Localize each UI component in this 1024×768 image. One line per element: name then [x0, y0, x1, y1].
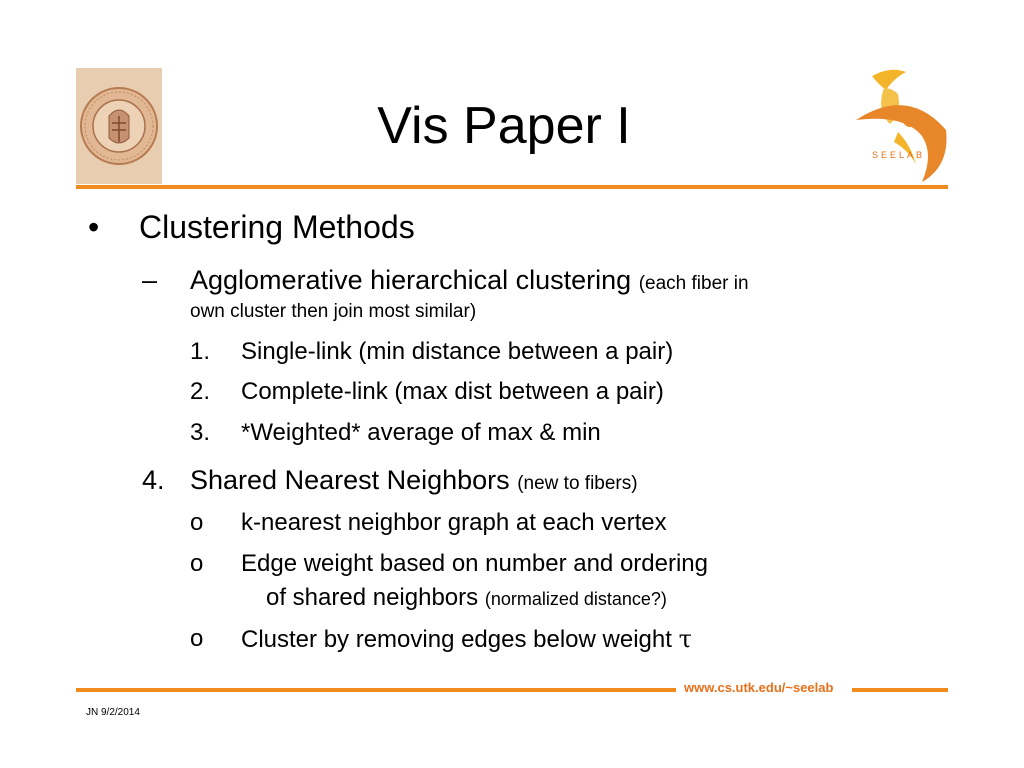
item4-line — [190, 463, 638, 501]
slide-title: Vis Paper I — [377, 97, 631, 155]
footer-date: JN 9/2/2014 — [86, 707, 140, 718]
sub-marker: o — [190, 625, 204, 652]
sub-item-note: (normalized distance?) — [484, 589, 667, 609]
item4-marker: 4. — [142, 465, 165, 495]
bullet-marker: • — [88, 209, 100, 245]
footer-rule-right — [852, 688, 948, 692]
item4-text: Shared Nearest Neighbors — [190, 465, 510, 495]
logo-text: SEELAB — [872, 150, 926, 160]
dash-note-b: own cluster then join most similar) — [190, 301, 477, 322]
footer-rule-left — [76, 688, 676, 692]
list-marker: 3. — [190, 419, 211, 446]
sub-marker: o — [190, 509, 204, 536]
sub-item: k-nearest neighbor graph at each vertex — [241, 509, 667, 536]
dash-line — [190, 263, 749, 301]
dash-note-a: (each fiber in — [638, 273, 749, 294]
sub-item: Cluster by removing edges below weight — [241, 626, 672, 653]
tau-symbol: τ — [678, 625, 692, 653]
dash-marker: – — [142, 265, 158, 295]
sub-marker: o — [190, 550, 204, 577]
list-marker: 1. — [190, 338, 211, 365]
list-item: *Weighted* average of max & min — [241, 419, 601, 446]
bullet-text: Clustering Methods — [139, 209, 415, 245]
list-item: Single-link (min distance between a pair) — [241, 338, 674, 365]
sub-item-line — [241, 624, 692, 655]
title-divider — [76, 185, 948, 189]
list-marker: 2. — [190, 378, 211, 405]
dash-text: Agglomerative hierarchical clustering — [190, 265, 632, 295]
item4-note: (new to fibers) — [517, 473, 638, 494]
list-item: Complete-link (max dist between a pair) — [241, 378, 664, 405]
sub-item: Edge weight based on number and ordering — [241, 550, 708, 577]
sub-item-cont: of shared neighbors — [266, 584, 479, 611]
footer-url: www.cs.utk.edu/~seelab — [684, 680, 834, 695]
sub-item-continuation — [266, 583, 667, 614]
